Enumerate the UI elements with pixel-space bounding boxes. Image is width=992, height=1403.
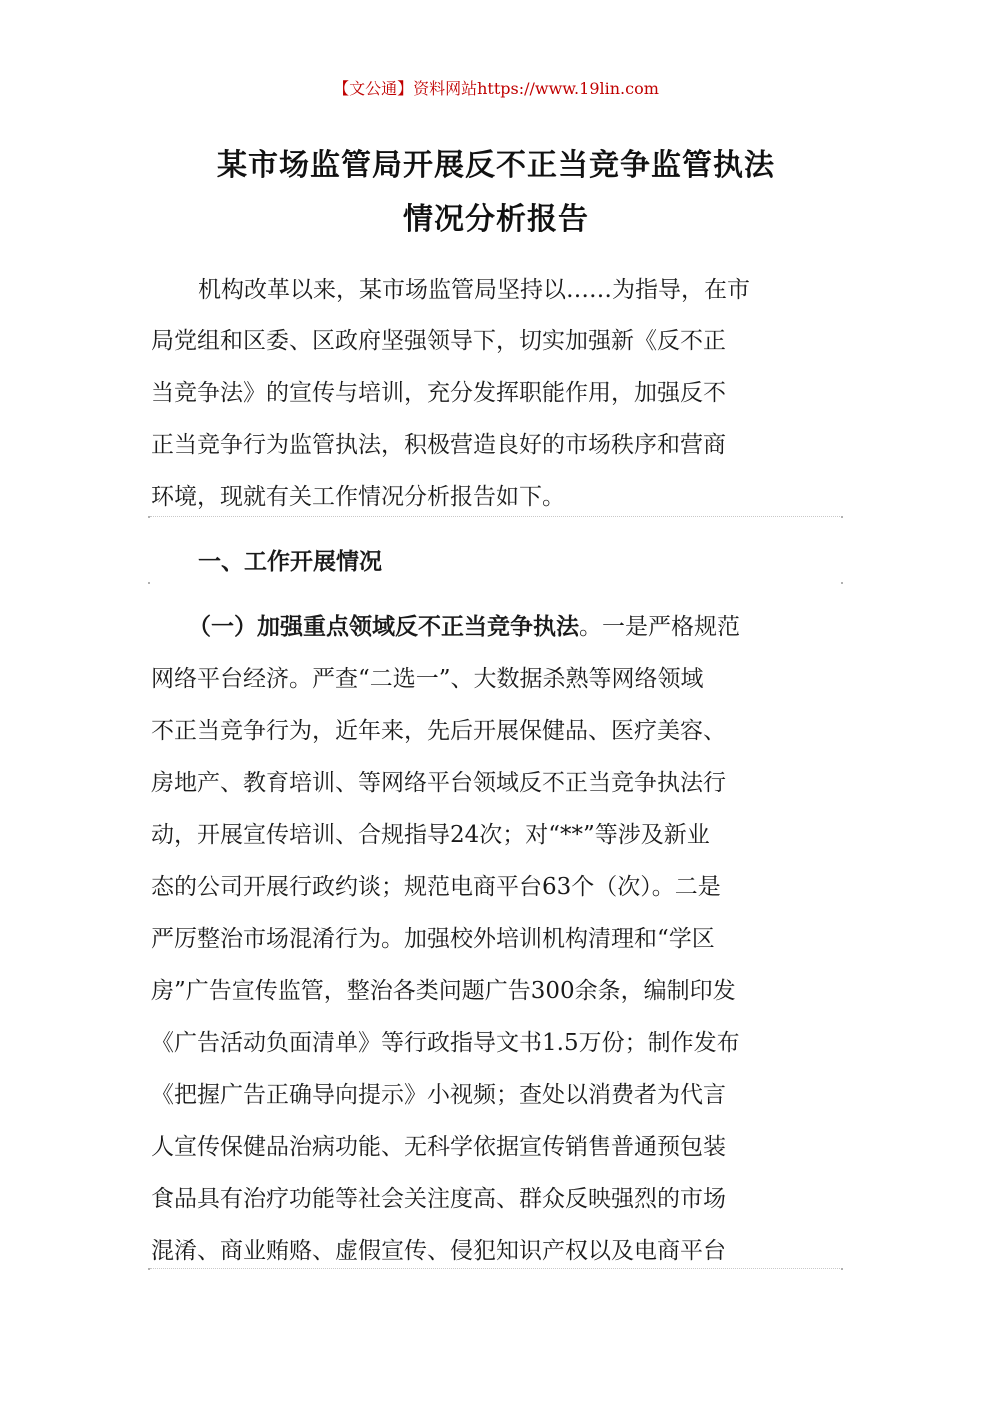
document-title-line-2: 情况分析报告	[403, 202, 589, 237]
body-line: 房”广告宣传监管，整治各类问题广告300余条，编制印发	[151, 978, 736, 1004]
crop-mark	[148, 516, 150, 518]
crop-mark	[841, 582, 843, 584]
subsection-first-line-rest: 。一是严格规范	[579, 614, 740, 640]
body-line: 《把握广告正确导向提示》小视频；查处以消费者为代言	[151, 1082, 726, 1108]
crop-mark	[148, 1268, 150, 1270]
crop-mark	[148, 582, 150, 584]
body-line: 房地产、教育培训、等网络平台领域反不正当竞争执法行	[151, 770, 726, 796]
body-line: 混淆、商业贿赂、虚假宣传、侵犯知识产权以及电商平台	[151, 1238, 726, 1264]
body-line: 《广告活动负面清单》等行政指导文书1.5万份；制作发布	[151, 1030, 740, 1056]
body-line: 食品具有治疗功能等社会关注度高、群众反映强烈的市场	[151, 1186, 726, 1212]
subsection-first-line	[188, 608, 888, 641]
crop-mark	[841, 516, 843, 518]
crop-mark	[841, 1268, 843, 1270]
body-line: 态的公司开展行政约谈；规范电商平台63个（次）。二是	[151, 874, 721, 900]
body-line: 人宣传保健品治病功能、无科学依据宣传销售普通预包装	[151, 1134, 726, 1160]
body-line: 不正当竞争行为，近年来，先后开展保健品、医疗美容、	[151, 718, 726, 744]
document-title-line-1: 某市场监管局开展反不正当竞争监管执法	[217, 148, 775, 183]
body-line: 动，开展宣传培训、合规指导24次；对“**”等涉及新业	[151, 822, 710, 848]
site-header-link[interactable]: 【文公通】资料网站https://www.19lin.com	[333, 79, 659, 98]
intro-line-3: 当竞争法》的宣传与培训，充分发挥职能作用，加强反不	[151, 380, 726, 406]
intro-line-2: 局党组和区委、区政府坚强领导下，切实加强新《反不正	[151, 328, 726, 354]
body-line: 网络平台经济。严查“二选一”、大数据杀熟等网络领域	[151, 666, 704, 692]
body-line: 严厉整治市场混淆行为。加强校外培训机构清理和“学区	[151, 926, 715, 952]
subsection-heading: （一）加强重点领域反不正当竞争执法	[188, 613, 579, 640]
section-divider	[150, 516, 842, 517]
page-bottom-divider	[150, 1268, 842, 1269]
intro-line-4: 正当竞争行为监管执法，积极营造良好的市场秩序和营商	[151, 432, 726, 458]
intro-line-5: 环境，现就有关工作情况分析报告如下。	[151, 484, 565, 510]
intro-line-1: 机构改革以来，某市场监管局坚持以……为指导，在市	[198, 277, 750, 303]
section-heading: 一、工作开展情况	[198, 548, 382, 575]
